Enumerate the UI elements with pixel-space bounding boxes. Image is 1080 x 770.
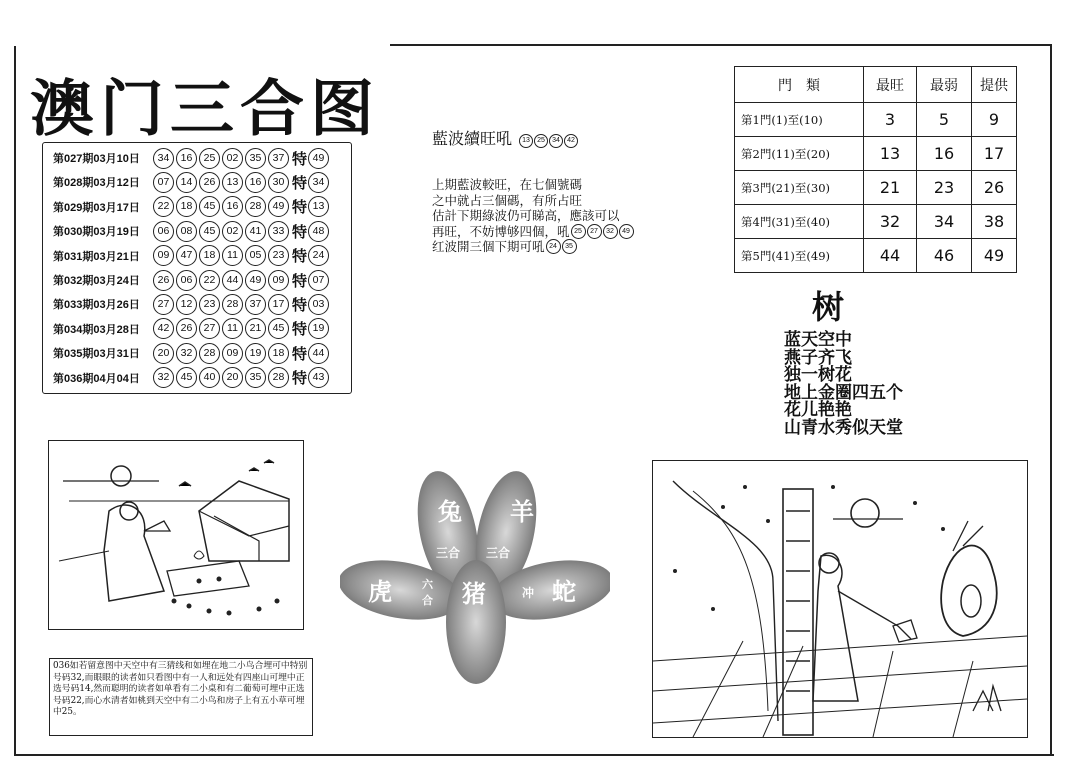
sanhe-flower-chart: [340, 462, 610, 692]
illustration-lady-tree: [652, 460, 1028, 738]
poem-line: 山青水秀似天堂: [784, 417, 903, 438]
special-label: 特: [292, 320, 308, 339]
door-range-label: 第1門(1)至(10): [735, 103, 864, 137]
page-title: 澳门三合图: [30, 74, 380, 145]
draw-period-label: 第031期03月21日: [53, 250, 140, 263]
draw-period-label: 第035期03月31日: [53, 348, 140, 361]
tip-line-text: 估計下期綠波仍可睇高，應該可以: [432, 208, 620, 223]
tip-line-text: 红波開三個下期可吼: [432, 239, 545, 254]
header-min: 最弱: [917, 67, 972, 103]
draw-row: [53, 268, 331, 292]
right-rule: [1050, 44, 1052, 754]
draw-number-ball: 42: [153, 318, 174, 339]
draw-period-label: 第030期03月19日: [53, 226, 140, 239]
door-row: [735, 103, 1017, 137]
special-number-ball: 44: [308, 343, 329, 364]
draw-number-ball: 09: [153, 245, 174, 266]
draw-number-ball: 47: [176, 245, 197, 266]
poem-line: 地上金圈四五个: [784, 382, 903, 403]
draw-number-ball: 16: [245, 172, 266, 193]
draw-number-ball: 32: [176, 343, 197, 364]
draw-number-ball: 11: [222, 245, 243, 266]
door-give: 49: [972, 239, 1017, 273]
draw-number-ball: 18: [176, 196, 197, 217]
door-min: 16: [917, 137, 972, 171]
poem-line: 花儿艳艳: [784, 400, 852, 420]
tip-heading-balls: [518, 127, 578, 148]
draw-period-label: 第027期03月10日: [53, 153, 140, 165]
tip-ball: 35: [562, 239, 577, 254]
draw-number-ball: 22: [153, 196, 174, 217]
tip-heading-text: 藍波續旺吼: [432, 129, 513, 148]
liuhe-label-1: 六: [422, 578, 433, 591]
draw-number-ball: 05: [245, 245, 266, 266]
draw-number-ball: 45: [268, 318, 289, 339]
draw-number-ball: 37: [245, 294, 266, 315]
special-number-ball: 34: [308, 172, 329, 193]
special-number-ball: 48: [308, 221, 329, 242]
draw-number-ball: 32: [153, 367, 174, 388]
draw-number-ball: 26: [153, 270, 174, 291]
special-label: 特: [292, 271, 308, 290]
scholar-garden-drawing: [49, 441, 303, 629]
zodiac-rabbit: 兔: [438, 497, 462, 526]
liuhe-label-2: 合: [422, 594, 433, 607]
draw-number-ball: 28: [222, 294, 243, 315]
draw-number-ball: 41: [245, 221, 266, 242]
draw-number-ball: 17: [268, 294, 289, 315]
draw-number-ball: 27: [153, 294, 174, 315]
draw-number-ball: 11: [222, 318, 243, 339]
door-range-label: 第4門(31)至(40): [735, 205, 864, 239]
special-label: 特: [292, 369, 308, 388]
tip-line: [432, 239, 682, 255]
draw-period-label: 第028期03月12日: [53, 177, 140, 190]
draw-row: [53, 219, 331, 243]
door-give: 38: [972, 205, 1017, 239]
special-label: 特: [292, 295, 308, 314]
tip-line: [432, 193, 682, 209]
draw-number-ball: 08: [176, 221, 197, 242]
tip-heading-ball: 34: [549, 134, 563, 148]
tip-heading-ball: 42: [564, 134, 578, 148]
door-max: 32: [864, 205, 917, 239]
draw-row: [53, 170, 331, 194]
tip-line-text: 之中就占三個碼，有所占旺: [432, 192, 583, 208]
poem: [784, 332, 903, 437]
hint-note: 036如若留意图中天空中有三猜线和如埋在地二小鸟合埋可中特别号码32,而眼眼的读者如只看图中有一人和远处有四座山可埋中正选号码14,然而聪明的读者如单看有二小桌和有二葡萄可埋中正选号码22,而心水清者如桃到天空中有二小鸟和房子上有五小草可埋中25。: [49, 658, 313, 736]
draw-number-ball: 45: [199, 196, 220, 217]
door-row: [735, 239, 1017, 273]
draw-number-ball: 18: [268, 343, 289, 364]
draw-number-ball: 26: [199, 172, 220, 193]
draw-row: [53, 292, 331, 316]
draw-number-ball: 22: [199, 270, 220, 291]
tip-ball: 25: [571, 224, 586, 239]
draw-row: [53, 146, 331, 170]
tip-ball: 32: [603, 224, 618, 239]
top-rule: [390, 44, 1052, 46]
draw-number-ball: 16: [222, 196, 243, 217]
draw-number-ball: 06: [153, 221, 174, 242]
tip-line: [432, 208, 682, 224]
draw-number-ball: 45: [176, 367, 197, 388]
draw-number-ball: 30: [268, 172, 289, 193]
door-min: 23: [917, 171, 972, 205]
lady-tree-drawing: [653, 461, 1027, 737]
draw-number-ball: 21: [245, 318, 266, 339]
tip-ball: 24: [546, 239, 561, 254]
draw-number-ball: 40: [199, 367, 220, 388]
special-label: 特: [292, 247, 308, 266]
draw-number-ball: 49: [245, 270, 266, 291]
door-row: [735, 205, 1017, 239]
door-row: [735, 171, 1017, 205]
draw-number-ball: 07: [153, 172, 174, 193]
door-range-label: 第3門(21)至(30): [735, 171, 864, 205]
door-give: 17: [972, 137, 1017, 171]
draw-row: [53, 366, 331, 390]
draw-number-ball: 26: [176, 318, 197, 339]
door-give: 9: [972, 103, 1017, 137]
zodiac-goat: 羊: [510, 497, 534, 526]
zodiac-tiger: 虎: [368, 577, 392, 606]
draw-number-ball: 34: [153, 148, 174, 169]
special-label: 特: [292, 149, 308, 168]
special-label: 特: [292, 344, 308, 363]
header-max: 最旺: [864, 67, 917, 103]
draw-number-ball: 23: [199, 294, 220, 315]
chong-label: 冲: [522, 586, 535, 600]
door-max: 13: [864, 137, 917, 171]
draw-number-ball: 49: [268, 196, 289, 217]
tip-line-text: 再旺，不妨博够四個，吼: [432, 223, 570, 239]
illustration-scholar-garden: [48, 440, 304, 630]
draw-number-ball: 19: [245, 343, 266, 364]
draw-number-ball: 02: [222, 148, 243, 169]
header-category: 門 類: [735, 67, 864, 103]
draw-results-table: [42, 142, 352, 394]
door-min: 34: [917, 205, 972, 239]
draw-number-ball: 09: [268, 270, 289, 291]
door-range-label: 第2門(11)至(20): [735, 137, 864, 171]
tip-heading: [432, 126, 578, 149]
sanhe-label-left: 三合: [436, 546, 461, 560]
draw-number-ball: 28: [199, 343, 220, 364]
draw-number-ball: 37: [268, 148, 289, 169]
draw-row: [53, 244, 331, 268]
draw-number-ball: 02: [222, 221, 243, 242]
tip-ball: 27: [587, 224, 602, 239]
draw-period-label: 第033期03月26日: [53, 299, 140, 312]
draw-number-ball: 25: [199, 148, 220, 169]
draw-period-label: 第032期03月24日: [53, 275, 140, 287]
special-number-ball: 13: [308, 196, 329, 217]
door-range-label: 第5門(41)至(49): [735, 239, 864, 273]
draw-number-ball: 35: [245, 367, 266, 388]
door-min: 5: [917, 103, 972, 137]
special-label: 特: [292, 173, 308, 192]
tip-heading-ball: 25: [534, 134, 548, 148]
tip-line: [432, 177, 682, 193]
special-number-ball: 43: [308, 367, 329, 388]
special-number-ball: 24: [308, 245, 329, 266]
draw-number-ball: 16: [176, 148, 197, 169]
draw-number-ball: 20: [222, 367, 243, 388]
draw-number-ball: 13: [222, 172, 243, 193]
draw-row: [53, 317, 331, 341]
door-max: 3: [864, 103, 917, 137]
door-min: 46: [917, 239, 972, 273]
draw-number-ball: 06: [176, 270, 197, 291]
header-give: 提供: [972, 67, 1017, 103]
draw-number-ball: 20: [153, 343, 174, 364]
tip-heading-ball: 13: [519, 134, 533, 148]
special-number-ball: 07: [308, 270, 329, 291]
draw-number-ball: 45: [199, 221, 220, 242]
door-give: 26: [972, 171, 1017, 205]
draw-number-ball: 12: [176, 294, 197, 315]
draw-number-ball: 14: [176, 172, 197, 193]
special-label: 特: [292, 198, 308, 217]
poem-line: 蓝天空中: [784, 330, 852, 350]
special-label: 特: [292, 222, 308, 241]
zodiac-pig: 猪: [462, 579, 486, 608]
draw-row: [53, 195, 331, 219]
tip-text: [432, 177, 682, 255]
draw-number-ball: 18: [199, 245, 220, 266]
door-row: [735, 137, 1017, 171]
door-max: 21: [864, 171, 917, 205]
draw-number-ball: 23: [268, 245, 289, 266]
sanhe-label-right: 三合: [486, 546, 511, 560]
tree-title: 树: [812, 288, 845, 326]
tip-line: [432, 224, 682, 240]
poem-line: 独一树花: [784, 365, 852, 385]
draw-number-ball: 28: [268, 367, 289, 388]
draw-period-label: 第029期03月17日: [53, 201, 140, 214]
draw-number-ball: 44: [222, 270, 243, 291]
draw-number-ball: 28: [245, 196, 266, 217]
zodiac-snake: 蛇: [552, 577, 576, 606]
special-number-ball: 03: [308, 294, 329, 315]
draw-number-ball: 09: [222, 343, 243, 364]
doors-table: [734, 66, 1017, 273]
poem-line: 燕子齐飞: [784, 347, 852, 368]
draw-period-label: 第034期03月28日: [53, 323, 140, 336]
draw-number-ball: 33: [268, 221, 289, 242]
special-number-ball: 19: [308, 318, 329, 339]
door-max: 44: [864, 239, 917, 273]
draw-number-ball: 35: [245, 148, 266, 169]
special-number-ball: 49: [308, 148, 329, 169]
draw-row: [53, 341, 331, 365]
tip-ball: 49: [619, 224, 634, 239]
draw-period-label: 第036期04月04日: [53, 372, 140, 385]
tip-line-text: 上期藍波較旺，在七個號碼: [432, 177, 583, 192]
draw-number-ball: 27: [199, 318, 220, 339]
